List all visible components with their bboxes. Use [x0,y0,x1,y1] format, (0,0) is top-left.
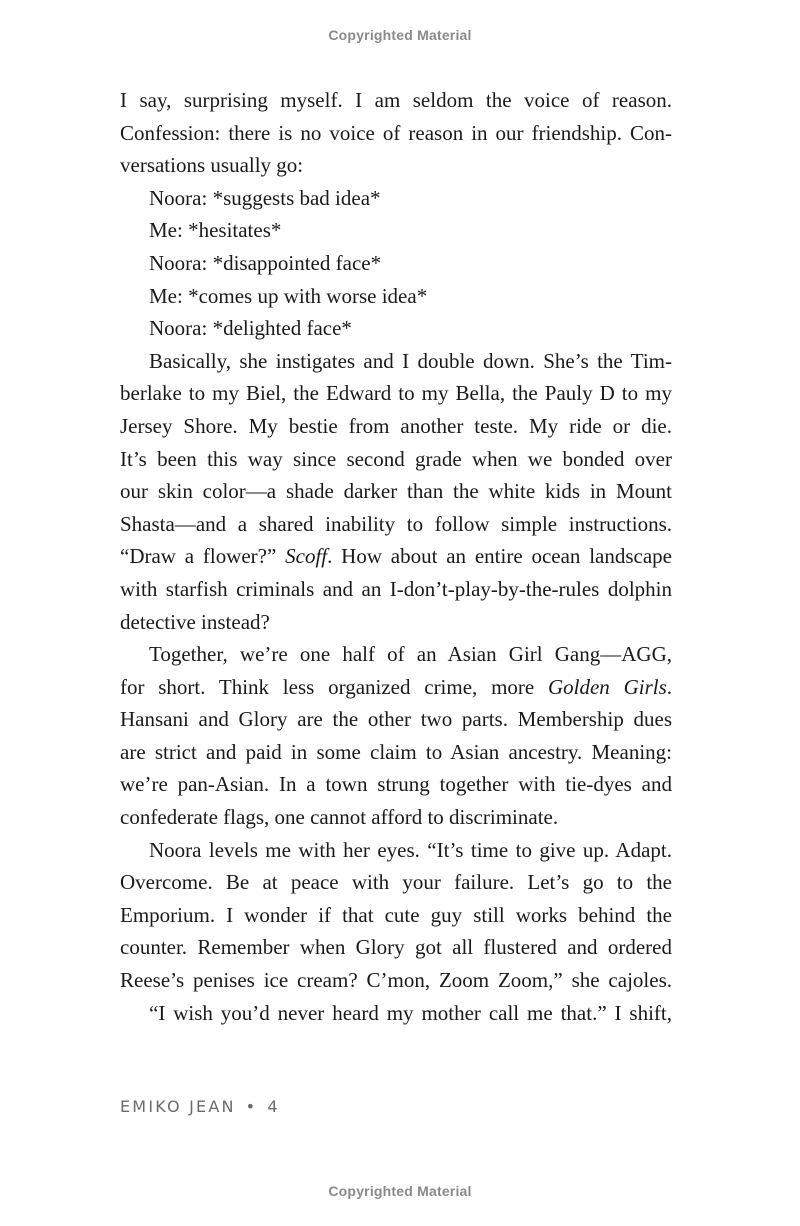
text-line-content: Noora levels me with her eyes. “It’s time to give up. Adapt. [149,837,672,862]
running-footer [120,1097,280,1116]
text-line-content: Overcome. Be at peace with your failure. Let’s go to the [120,870,672,895]
text-line-content: “I wish you’d never heard my mother call me that.” I shift, [149,1000,672,1025]
text-line [120,182,672,215]
text-line [120,606,672,639]
text-line-content: Me: *comes up with worse idea* [149,283,428,308]
text-line [120,377,672,410]
text-line [120,899,672,932]
text-line [120,540,672,573]
text-line [120,801,672,834]
text-line-content: detective instead? [120,609,270,634]
copyright-watermark-top: Copyrighted Material [328,27,472,43]
text-line [120,997,672,1030]
text-line-content: Hansani and Glory are the other two parts. Membership dues [120,707,672,732]
italic-emphasis: Scoff [285,544,328,569]
text-line [120,573,672,606]
text-line [120,84,672,117]
text-line [120,280,672,313]
text-line [120,834,672,867]
text-line [120,508,672,541]
text-line-content: I say, surprising myself. I am seldom the voice of reason. [120,88,672,112]
page-body-text [120,84,672,1029]
italic-emphasis: Golden Girls [547,674,667,699]
text-line-content: Me: *hesitates* [149,218,282,243]
text-line-content: Together, we’re one half of an Asian Girl Gang—AGG, [149,642,672,667]
text-line [120,214,672,247]
copyright-watermark-bottom: Copyrighted Material [328,1183,472,1199]
text-line-content: versations usually go: [120,153,304,178]
text-line [120,312,672,345]
text-line-content: Jersey Shore. My bestie from another teste. My ride or die. [120,413,672,438]
text-line [120,866,672,899]
text-line-continuation: . How about an entire ocean landscape [327,544,672,569]
text-line-content: confederate flags, one cannot afford to discriminate. [120,805,559,830]
text-line-content: we’re pan-Asian. In a town strung together with tie-dyes and [120,772,672,797]
text-line-content: our skin color—a shade darker than the white kids in Mount [120,479,672,504]
text-line [120,671,672,704]
text-line-content: Noora: *suggests bad idea* [149,185,381,210]
text-line [120,410,672,443]
text-line [120,638,672,671]
text-line-content: Basically, she instigates and I double down. She’s the Tim- [149,348,672,373]
text-line-content: “Draw a flower?” [120,544,286,569]
text-line [120,149,672,182]
footer-author: EMIKO JEAN [120,1097,236,1116]
text-line [120,931,672,964]
text-line-content: Noora: *disappointed face* [149,250,382,275]
text-line-content: Reese’s penises ice cream? C’mon, Zoom Zoom,” she cajoles. [120,968,672,993]
text-line-content: Noora: *delighted face* [149,316,352,341]
text-line-content: Confession: there is no voice of reason in our friendship. Con- [120,120,672,145]
text-line-content: Emporium. I wonder if that cute guy still works behind the [120,902,672,927]
text-line [120,443,672,476]
text-line-content: berlake to my Biel, the Edward to my Bella, the Pauly D to my [120,381,672,406]
text-line-content: Shasta—and a shared inability to follow simple instructions. [120,511,672,536]
page-number: 4 [267,1097,280,1116]
text-line [120,247,672,280]
text-line [120,736,672,769]
footer-separator: • [245,1097,258,1116]
text-line [120,475,672,508]
text-line-content: with starfish criminals and an I-don’t-play-by-the-rules dolphin [120,576,672,601]
text-line [120,964,672,997]
text-line-content: counter. Remember when Glory got all flustered and ordered [120,935,672,960]
text-line [120,768,672,801]
text-line-continuation: . [666,674,672,699]
text-line [120,703,672,736]
text-line-content: It’s been this way since second grade when we bonded over [120,446,672,471]
text-line [120,345,672,378]
text-line [120,117,672,150]
text-line-content: for short. Think less organized crime, more [120,674,548,699]
text-line-content: are strict and paid in some claim to Asian ancestry. Meaning: [120,739,672,764]
